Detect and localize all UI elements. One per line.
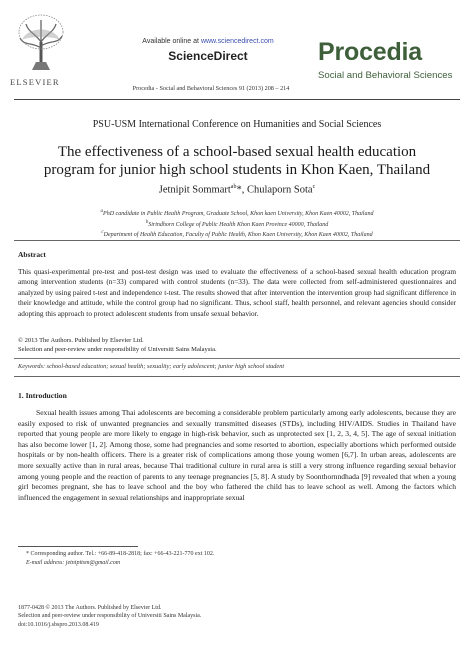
author-2: , Chulaporn Sota [241,184,313,196]
section-heading-introduction: 1. Introduction [18,391,67,400]
author-list [14,184,460,196]
affiliation-a [14,208,460,219]
affiliation-b-sup: b [145,219,149,225]
author-2-sup: c [312,184,316,190]
elsevier-tree-logo [14,12,68,74]
corresponding-author: * Corresponding author. Tel.: +66-89-418-2818; fax: +66-43-221-770 ext 102. [26,551,215,557]
platform-name: ScienceDirect [168,49,248,63]
abstract-body: This quasi-experimental pre-test and post-test design was used to evaluate the effectiveness of a school-based sexual health education program among intervention students (n=33) compared with control students (n=33). The data were collected from self-administered questionnaires and analyzed by using paired t-test and independence t-test. The results showed that after intervention the intervention group had significant difference in their knowledge and attitude, while the control group had no significant. Thus, school staff, health personnel, and relevant agencies should consider adopting this approach to protect adolescent students from unsafe sexual behavior. [18,267,456,318]
author-1-sup: ab [230,184,237,190]
journal-brand-title: Procedia [318,38,423,66]
affiliation-b [14,219,460,230]
header-rule [14,99,460,100]
copyright-line-2: Selection and peer-review under responsibility of Universiti Sains Malaysia. [18,346,217,354]
copyright-line-1: © 2013 The Authors. Published by Elsevier Ltd. [18,337,144,344]
abstract-heading: Abstract [18,250,46,259]
conference-name: PSU-USM International Conference on Humanities and Social Sciences [92,119,382,130]
corresponding-star: * [236,184,242,196]
abstract-copyright [18,336,456,355]
affiliations [14,208,460,240]
email-address: E-mail address: jetnipitsm@gmail.com [26,560,121,567]
affiliation-a-sup: a [100,209,104,214]
keywords: Keywords: school-based education; sexual health; sexuality; early adolescent; junior high school student [18,363,285,370]
introduction-body: Sexual health issues among Thai adolescents are becoming a considerable problem particularly among early adolescents, because they are easily exposed to risk of unwanted pregnancies and sexually transmitted diseases (STDs), including HIV/AIDS. Studies in Thailand have reported that young people are more likely to engage in high-risk behavior, such as unprotected sex [1, 2, 3, 4, 5]. The age of sexual initiation has also become lower [1, 2]. Among those, some had pregnancies and some resorted to abortion, especially abortions which performed outside hospitals or by non-health officers. There is a greater risk of complications among those young women [6,7]. In urban areas, adolescents are more sexually active than in rural areas, because Thai traditional culture in rural area is still a very strong influence regarding sexual behavior among young people and the reaction of parents to any teenage pregnancies [5, 8]. A study by Soonthornndhada [9] revealed that when a young girl becomes pregnant, she has to leave school and the boy who fathered the child has to leave school as well. Among the factors which influenced the engagement in sexual relationships and inappropriate sexual [18,408,456,502]
title-line-2: program for junior high school students in Khon Kaen, Thailand [43,162,431,178]
issn-line: 1877-0428 © 2013 The Authors. Published by Elsevier Ltd. [18,605,162,611]
doi-line[interactable]: doi:10.1016/j.sbspro.2013.08.419 [18,621,99,628]
publisher-wordmark: ELSEVIER [10,77,60,87]
bottom-info [18,604,456,629]
availability-prefix: Available online at [142,38,201,45]
footnote-rule [18,546,138,547]
affiliation-c-text: Department of Health Education, Faculty of Public Health, Khon Kaen University, Khon Kaen 40002, Thailand [103,232,373,239]
sciencedirect-link[interactable]: www.sciencedirect.com [200,38,274,45]
abstract-bottom-rule [14,376,460,377]
journal-citation: Procedia - Social and Behavioral Sciences 91 (2013) 208 – 214 [132,85,290,92]
affiliation-b-text: Sirindhorn College of Public Health Khon Kaen Province 40000, Thailand [148,221,329,228]
abstract-top-rule [14,240,460,241]
affiliation-c [14,229,460,240]
responsibility-line: Selection and peer-review under responsibility of Universiti Sains Malaysia. [18,613,202,620]
availability-line [118,38,298,45]
article-title [14,143,460,179]
keywords-rule [14,358,460,359]
journal-brand-subtitle: Social and Behavioral Sciences [318,70,453,81]
footnotes [26,550,456,569]
affiliation-c-sup: c [101,230,104,236]
author-1: Jetnipit Sommart [158,184,231,196]
title-line-1: The effectiveness of a school-based sexual health education [57,144,417,160]
affiliation-a-text: PhD candidate in Public Health Program, Graduate School, Khon kaen University, Khon Kaen 40002, Thailand [103,211,374,217]
